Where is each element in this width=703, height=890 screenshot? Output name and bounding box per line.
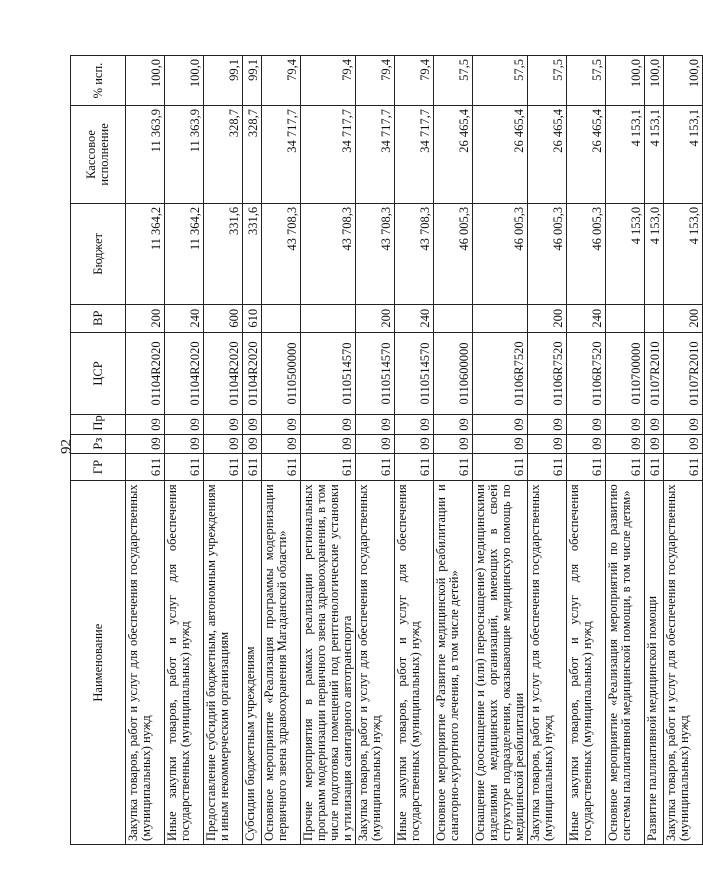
row-pct-cell: 79,4	[301, 56, 356, 106]
row-gr-cell: 611	[606, 453, 645, 481]
row-cash-cell: 11 363,9	[126, 106, 165, 204]
row-cash-cell: 26 465,4	[473, 106, 528, 204]
header-pr: Пр	[71, 415, 126, 434]
row-gr-cell: 611	[204, 453, 243, 481]
row-gr-cell: 611	[356, 453, 395, 481]
row-cash-cell: 34 717,7	[262, 106, 301, 204]
row-vr-cell: 200	[126, 304, 165, 332]
row-pr-cell: 09	[301, 415, 356, 434]
row-cash-cell: 26 465,4	[434, 106, 473, 204]
row-csr-cell: 0110514570	[301, 332, 356, 415]
row-budget-cell: 43 708,3	[356, 203, 395, 304]
row-name-cell: Прочие мероприятия в рамках реализации региональных программ модернизации первичного звена здравоохранения, в том числе подготовка помещений под рентгенологические установки и утилизация санитарного автотранспорта	[301, 481, 356, 845]
row-name-cell: Закупка товаров, работ и услуг для обеспечения государственных (муниципальных) нужд	[664, 481, 703, 845]
table-header-row	[71, 56, 126, 845]
table-row	[473, 56, 528, 845]
row-vr-cell: 200	[528, 304, 567, 332]
row-csr-cell: 01106R7520	[567, 332, 606, 415]
row-name-cell: Субсидии бюджетным учреждениям	[243, 481, 262, 845]
row-budget-cell: 46 005,3	[567, 203, 606, 304]
row-rz-cell: 09	[528, 434, 567, 453]
row-pr-cell: 09	[606, 415, 645, 434]
table-row	[165, 56, 204, 845]
table-row	[243, 56, 262, 845]
row-rz-cell: 09	[126, 434, 165, 453]
row-gr-cell: 611	[301, 453, 356, 481]
row-budget-cell: 331,6	[204, 203, 243, 304]
header-gr: ГР	[71, 453, 126, 481]
row-gr-cell: 611	[473, 453, 528, 481]
row-pct-cell: 79,4	[356, 56, 395, 106]
row-csr-cell: 01104R2020	[126, 332, 165, 415]
row-pct-cell: 79,4	[395, 56, 434, 106]
row-name-cell: Основное мероприятие «Реализация мероприятий по развитию системы паллиативной медицинской помощи, в том числе детям»	[606, 481, 645, 845]
row-cash-cell: 4 153,1	[606, 106, 645, 204]
table-row	[664, 56, 703, 845]
row-vr-cell: 600	[204, 304, 243, 332]
row-csr-cell: 0110600000	[434, 332, 473, 415]
row-vr-cell: 610	[243, 304, 262, 332]
budget-table	[70, 55, 703, 845]
page-number: 92	[58, 439, 75, 454]
row-pr-cell: 09	[395, 415, 434, 434]
table-row	[395, 56, 434, 845]
row-budget-cell: 331,6	[243, 203, 262, 304]
row-pct-cell: 79,4	[262, 56, 301, 106]
row-csr-cell: 01104R2020	[204, 332, 243, 415]
table-row	[528, 56, 567, 845]
row-vr-cell: 240	[165, 304, 204, 332]
row-budget-cell: 43 708,3	[395, 203, 434, 304]
table-row	[434, 56, 473, 845]
row-budget-cell: 4 153,0	[664, 203, 703, 304]
row-pr-cell: 09	[434, 415, 473, 434]
row-budget-cell: 46 005,3	[473, 203, 528, 304]
row-pr-cell: 09	[126, 415, 165, 434]
row-pct-cell: 99,1	[243, 56, 262, 106]
row-pr-cell: 09	[567, 415, 606, 434]
row-csr-cell: 0110514570	[395, 332, 434, 415]
table-row	[606, 56, 645, 845]
row-gr-cell: 611	[664, 453, 703, 481]
header-rz: Рз	[71, 434, 126, 453]
row-rz-cell: 09	[606, 434, 645, 453]
row-name-cell: Иные закупки товаров, работ и услуг для обеспечения государственных (муниципальных) нужд	[395, 481, 434, 845]
row-gr-cell: 611	[165, 453, 204, 481]
row-cash-cell: 4 153,1	[645, 106, 664, 204]
row-vr-cell	[645, 304, 664, 332]
row-name-cell: Иные закупки товаров, работ и услуг для обеспечения государственных (муниципальных) нужд	[165, 481, 204, 845]
row-pct-cell: 100,0	[664, 56, 703, 106]
row-rz-cell: 09	[645, 434, 664, 453]
table-row	[567, 56, 606, 845]
row-cash-cell: 34 717,7	[395, 106, 434, 204]
row-cash-cell: 11 363,9	[165, 106, 204, 204]
row-gr-cell: 611	[243, 453, 262, 481]
row-budget-cell: 4 153,0	[606, 203, 645, 304]
row-csr-cell: 01104R2020	[165, 332, 204, 415]
row-pr-cell: 09	[204, 415, 243, 434]
row-pr-cell: 09	[262, 415, 301, 434]
row-pct-cell: 57,5	[567, 56, 606, 106]
row-pct-cell: 57,5	[528, 56, 567, 106]
row-csr-cell: 01104R2020	[243, 332, 262, 415]
table-row	[645, 56, 664, 845]
row-rz-cell: 09	[165, 434, 204, 453]
row-rz-cell: 09	[356, 434, 395, 453]
row-cash-cell: 34 717,7	[356, 106, 395, 204]
row-rz-cell: 09	[204, 434, 243, 453]
row-cash-cell: 4 153,1	[664, 106, 703, 204]
row-name-cell: Закупка товаров, работ и услуг для обеспечения государственных (муниципальных) нужд	[528, 481, 567, 845]
row-pr-cell: 09	[528, 415, 567, 434]
table-row	[356, 56, 395, 845]
row-name-cell: Закупка товаров, работ и услуг для обеспечения государственных (муниципальных) нужд	[356, 481, 395, 845]
row-rz-cell: 09	[301, 434, 356, 453]
row-vr-cell	[262, 304, 301, 332]
row-cash-cell: 328,7	[204, 106, 243, 204]
row-pct-cell: 100,0	[126, 56, 165, 106]
rotated-table-container	[70, 55, 701, 845]
row-pct-cell: 99,1	[204, 56, 243, 106]
row-budget-cell: 11 364,2	[126, 203, 165, 304]
header-budget: Бюджет	[71, 203, 126, 304]
row-csr-cell: 0110700000	[606, 332, 645, 415]
row-gr-cell: 611	[395, 453, 434, 481]
row-vr-cell	[606, 304, 645, 332]
row-name-cell: Основное мероприятие «Реализация программы модернизации первичного звена здравоохранения Магаданской области»	[262, 481, 301, 845]
row-pr-cell: 09	[664, 415, 703, 434]
row-name-cell: Оснащение (дооснащение и (или) переоснащение) медицинскими изделиями медицинских организаций, имеющих в своей структуре подразделения, оказывающие медицинскую помощь по медицинской реабилитации	[473, 481, 528, 845]
row-pr-cell: 09	[165, 415, 204, 434]
row-gr-cell: 611	[262, 453, 301, 481]
row-vr-cell: 240	[567, 304, 606, 332]
row-budget-cell: 46 005,3	[434, 203, 473, 304]
row-name-cell: Основное мероприятие «Развитие медицинской реабилитации и санаторно-курортного лечения, в том числе детей»	[434, 481, 473, 845]
row-budget-cell: 11 364,2	[165, 203, 204, 304]
row-csr-cell: 01107R2010	[645, 332, 664, 415]
row-gr-cell: 611	[434, 453, 473, 481]
row-name-cell: Иные закупки товаров, работ и услуг для обеспечения государственных (муниципальных) нужд	[567, 481, 606, 845]
header-pct: % исп.	[71, 56, 126, 106]
row-csr-cell: 0110500000	[262, 332, 301, 415]
row-rz-cell: 09	[664, 434, 703, 453]
header-vr: ВР	[71, 304, 126, 332]
row-csr-cell: 01107R2010	[664, 332, 703, 415]
row-rz-cell: 09	[243, 434, 262, 453]
row-rz-cell: 09	[395, 434, 434, 453]
header-csr: ЦСР	[71, 332, 126, 415]
row-pr-cell: 09	[645, 415, 664, 434]
table-body	[126, 56, 703, 845]
row-vr-cell: 240	[395, 304, 434, 332]
row-rz-cell: 09	[262, 434, 301, 453]
row-pct-cell: 100,0	[165, 56, 204, 106]
row-vr-cell: 200	[356, 304, 395, 332]
row-rz-cell: 09	[473, 434, 528, 453]
row-pct-cell: 57,5	[434, 56, 473, 106]
row-csr-cell: 01106R7520	[528, 332, 567, 415]
row-cash-cell: 34 717,7	[301, 106, 356, 204]
row-budget-cell: 46 005,3	[528, 203, 567, 304]
row-cash-cell: 26 465,4	[528, 106, 567, 204]
row-gr-cell: 611	[567, 453, 606, 481]
row-pr-cell: 09	[473, 415, 528, 434]
row-budget-cell: 4 153,0	[645, 203, 664, 304]
row-vr-cell	[434, 304, 473, 332]
row-pr-cell: 09	[243, 415, 262, 434]
row-cash-cell: 26 465,4	[567, 106, 606, 204]
table-row	[126, 56, 165, 845]
table-row	[301, 56, 356, 845]
row-name-cell: Развитие паллиативной медицинской помощи	[645, 481, 664, 845]
header-cash: Кассовое исполнение	[71, 106, 126, 204]
row-csr-cell: 01106R7520	[473, 332, 528, 415]
row-pct-cell: 57,5	[473, 56, 528, 106]
table-row	[204, 56, 243, 845]
row-budget-cell: 43 708,3	[301, 203, 356, 304]
row-pct-cell: 100,0	[645, 56, 664, 106]
row-budget-cell: 43 708,3	[262, 203, 301, 304]
row-name-cell: Закупка товаров, работ и услуг для обеспечения государственных (муниципальных) нужд	[126, 481, 165, 845]
row-vr-cell	[301, 304, 356, 332]
row-vr-cell	[473, 304, 528, 332]
row-pct-cell: 100,0	[606, 56, 645, 106]
row-gr-cell: 611	[528, 453, 567, 481]
row-gr-cell: 611	[126, 453, 165, 481]
row-vr-cell: 200	[664, 304, 703, 332]
header-name: Наименование	[71, 481, 126, 845]
row-rz-cell: 09	[434, 434, 473, 453]
table-row	[262, 56, 301, 845]
row-pr-cell: 09	[356, 415, 395, 434]
row-cash-cell: 328,7	[243, 106, 262, 204]
row-rz-cell: 09	[567, 434, 606, 453]
row-gr-cell: 611	[645, 453, 664, 481]
row-name-cell: Предоставление субсидий бюджетным, автономным учреждениям и иным некоммерческим организациям	[204, 481, 243, 845]
row-csr-cell: 0110514570	[356, 332, 395, 415]
